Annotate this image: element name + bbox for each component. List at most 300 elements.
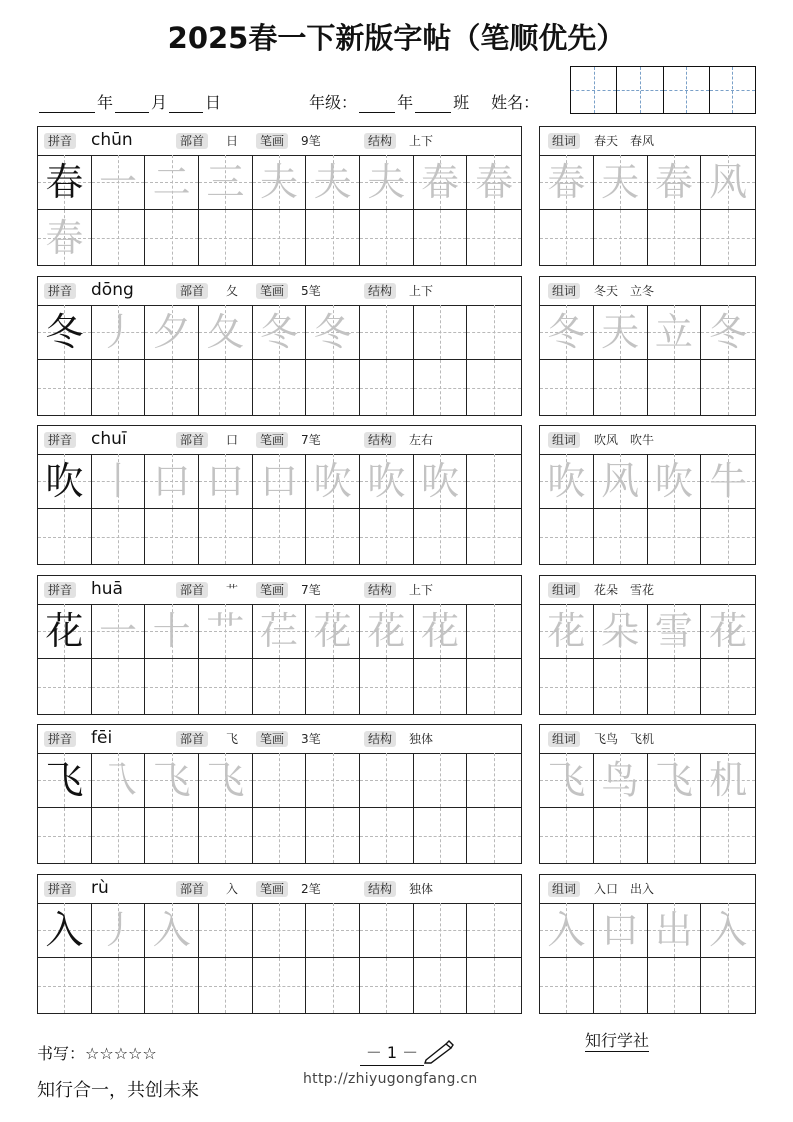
words-tag: 组词 xyxy=(548,731,580,747)
word-cell[interactable] xyxy=(648,903,702,958)
class-blank[interactable] xyxy=(415,96,451,113)
word-grid xyxy=(540,155,755,265)
practice-cell[interactable] xyxy=(199,155,253,210)
practice-cell[interactable] xyxy=(253,509,307,564)
trace-character: 花 xyxy=(420,609,459,653)
word-trace-character: 口 xyxy=(601,908,640,952)
practice-cell[interactable] xyxy=(306,509,360,564)
structure-value: 独体 xyxy=(409,882,434,896)
practice-grid xyxy=(38,155,521,265)
word-trace-character: 机 xyxy=(709,758,748,802)
practice-cell[interactable] xyxy=(92,958,146,1013)
practice-cell[interactable] xyxy=(306,305,360,360)
practice-cell[interactable] xyxy=(145,155,199,210)
word-cell[interactable] xyxy=(540,604,594,659)
practice-cell[interactable] xyxy=(467,659,521,714)
word-cell[interactable] xyxy=(701,509,755,564)
word-practice-block xyxy=(539,276,756,416)
pen-icon xyxy=(422,1040,456,1064)
word-practice-block xyxy=(539,575,756,715)
name-cell[interactable] xyxy=(664,67,710,113)
practice-cell[interactable] xyxy=(253,903,307,958)
word-trace-character: 吹 xyxy=(547,459,586,503)
word-cell[interactable] xyxy=(594,659,648,714)
trace-character: 冬 xyxy=(313,310,352,354)
practice-cell[interactable] xyxy=(467,509,521,564)
practice-cell[interactable] xyxy=(414,753,468,808)
practice-cell[interactable] xyxy=(145,753,199,808)
word-trace-character: 牛 xyxy=(709,459,748,503)
structure-value: 独体 xyxy=(409,732,434,746)
word-cell[interactable] xyxy=(594,155,648,210)
practice-cell[interactable] xyxy=(414,210,468,265)
words-tag: 组词 xyxy=(548,133,580,149)
word-trace-character: 鸟 xyxy=(601,758,640,802)
word-cell[interactable] xyxy=(648,808,702,863)
trace-character: 二 xyxy=(152,160,191,204)
trace-character: 春 xyxy=(420,160,459,204)
radical-value: 日 xyxy=(226,134,239,148)
practice-cell[interactable] xyxy=(306,604,360,659)
practice-cell[interactable] xyxy=(92,360,146,415)
word-grid xyxy=(540,903,755,1013)
practice-cell[interactable] xyxy=(199,808,253,863)
practice-cell[interactable] xyxy=(199,305,253,360)
practice-cell[interactable] xyxy=(145,659,199,714)
practice-cell[interactable] xyxy=(414,305,468,360)
structure-tag: 结构 xyxy=(364,133,396,149)
radical-value: 夂 xyxy=(226,284,239,298)
char-info-bar xyxy=(38,277,521,306)
words-tag: 组词 xyxy=(548,432,580,448)
practice-cell[interactable] xyxy=(360,808,414,863)
char-practice-block xyxy=(37,126,522,266)
practice-cell[interactable] xyxy=(467,454,521,509)
practice-grid xyxy=(38,454,521,564)
practice-cell[interactable] xyxy=(38,903,92,958)
word-cell[interactable] xyxy=(540,753,594,808)
practice-cell[interactable] xyxy=(467,808,521,863)
practice-cell[interactable] xyxy=(92,210,146,265)
day-blank[interactable] xyxy=(169,96,203,113)
word-trace-character: 花 xyxy=(709,609,748,653)
practice-grid xyxy=(38,753,521,863)
word-cell[interactable] xyxy=(648,753,702,808)
word-info-bar xyxy=(540,725,755,754)
practice-grid xyxy=(38,604,521,714)
practice-cell[interactable] xyxy=(253,155,307,210)
word-cell[interactable] xyxy=(648,604,702,659)
model-character: 冬 xyxy=(45,310,84,354)
word-cell[interactable] xyxy=(701,753,755,808)
practice-cell[interactable] xyxy=(199,360,253,415)
practice-cell[interactable] xyxy=(306,454,360,509)
practice-cell[interactable] xyxy=(414,509,468,564)
practice-cell[interactable] xyxy=(199,753,253,808)
practice-cell[interactable] xyxy=(92,155,146,210)
word-trace-character: 吹 xyxy=(654,459,693,503)
trace-character: 花 xyxy=(367,609,406,653)
practice-cell[interactable] xyxy=(38,454,92,509)
word-cell[interactable] xyxy=(701,808,755,863)
practice-cell[interactable] xyxy=(360,958,414,1013)
practice-cell[interactable] xyxy=(92,509,146,564)
practice-cell[interactable] xyxy=(306,360,360,415)
practice-cell[interactable] xyxy=(360,454,414,509)
practice-cell[interactable] xyxy=(467,155,521,210)
practice-cell[interactable] xyxy=(38,604,92,659)
strokes-value: 9笔 xyxy=(301,134,321,148)
practice-cell[interactable] xyxy=(253,604,307,659)
model-character: 花 xyxy=(45,609,84,653)
brand-name: 知行学社 xyxy=(585,1028,649,1052)
trace-character: 十 xyxy=(152,609,191,653)
word-cell[interactable] xyxy=(648,210,702,265)
practice-cell[interactable] xyxy=(306,210,360,265)
practice-cell[interactable] xyxy=(199,958,253,1013)
strokes-tag: 笔画 xyxy=(256,731,288,747)
strokes-value: 7笔 xyxy=(301,583,321,597)
practice-cell[interactable] xyxy=(467,210,521,265)
word-grid xyxy=(540,454,755,564)
practice-cell[interactable] xyxy=(145,305,199,360)
word-cell[interactable] xyxy=(594,509,648,564)
trace-character: 吹 xyxy=(367,459,406,503)
structure-value: 上下 xyxy=(409,583,434,597)
practice-cell[interactable] xyxy=(38,155,92,210)
day-label: 日 xyxy=(205,93,222,112)
word-trace-character: 风 xyxy=(709,160,748,204)
word-cell[interactable] xyxy=(648,454,702,509)
word-grid xyxy=(540,305,755,415)
strokes-tag: 笔画 xyxy=(256,283,288,299)
practice-cell[interactable] xyxy=(360,155,414,210)
trace-character: 艹 xyxy=(206,609,245,653)
practice-grid xyxy=(38,305,521,415)
practice-cell[interactable] xyxy=(38,305,92,360)
word-trace-character: 朵 xyxy=(601,609,640,653)
word-cell[interactable] xyxy=(540,808,594,863)
word-cell[interactable] xyxy=(594,454,648,509)
radical-value: 艹 xyxy=(226,583,239,597)
radical-tag: 部首 xyxy=(176,731,208,747)
model-character: 入 xyxy=(45,908,84,952)
structure-tag: 结构 xyxy=(364,283,396,299)
practice-cell[interactable] xyxy=(306,155,360,210)
practice-cell[interactable] xyxy=(360,659,414,714)
structure-value: 上下 xyxy=(409,284,434,298)
practice-cell[interactable] xyxy=(414,155,468,210)
practice-cell[interactable] xyxy=(467,958,521,1013)
strokes-value: 3笔 xyxy=(301,732,321,746)
practice-cell[interactable] xyxy=(92,808,146,863)
word-cell[interactable] xyxy=(648,509,702,564)
structure-value: 上下 xyxy=(409,134,434,148)
practice-cell[interactable] xyxy=(92,454,146,509)
practice-cell[interactable] xyxy=(253,958,307,1013)
strokes-value: 7笔 xyxy=(301,433,321,447)
name-grid[interactable] xyxy=(570,66,756,114)
grade-label: 年级： xyxy=(309,93,358,112)
word-cell[interactable] xyxy=(701,454,755,509)
header-line xyxy=(37,90,539,113)
word-cell[interactable] xyxy=(701,604,755,659)
practice-cell[interactable] xyxy=(253,753,307,808)
practice-cell[interactable] xyxy=(414,454,468,509)
year-label: 年 xyxy=(97,93,114,112)
word-cell[interactable] xyxy=(540,659,594,714)
trace-character: 夂 xyxy=(206,310,245,354)
word-trace-character: 入 xyxy=(547,908,586,952)
structure-tag: 结构 xyxy=(364,731,396,747)
practice-cell[interactable] xyxy=(38,360,92,415)
words-tag: 组词 xyxy=(548,881,580,897)
practice-cell[interactable] xyxy=(253,360,307,415)
strokes-value: 2笔 xyxy=(301,882,321,896)
practice-cell[interactable] xyxy=(145,958,199,1013)
word-cell[interactable] xyxy=(648,659,702,714)
name-label: 姓名： xyxy=(491,93,540,112)
practice-cell[interactable] xyxy=(360,210,414,265)
practice-cell[interactable] xyxy=(306,808,360,863)
page-title: 2025春一下新版字帖（笔顺优先） xyxy=(167,21,626,55)
word-cell[interactable] xyxy=(594,753,648,808)
trace-character: 飞 xyxy=(206,758,245,802)
char-practice-block xyxy=(37,874,522,1014)
char-practice-block xyxy=(37,575,522,715)
trace-character: 三 xyxy=(206,160,245,204)
structure-value: 左右 xyxy=(409,433,434,447)
trace-character: 丿 xyxy=(98,310,137,354)
radical-tag: 部首 xyxy=(176,881,208,897)
word-trace-character: 春 xyxy=(654,160,693,204)
practice-cell[interactable] xyxy=(199,210,253,265)
practice-cell[interactable] xyxy=(360,305,414,360)
word-cell[interactable] xyxy=(594,360,648,415)
practice-cell[interactable] xyxy=(253,210,307,265)
char-practice-block xyxy=(37,425,522,565)
word-cell[interactable] xyxy=(594,808,648,863)
practice-cell[interactable] xyxy=(145,808,199,863)
month-blank[interactable] xyxy=(115,96,149,113)
words-tag: 组词 xyxy=(548,582,580,598)
pinyin-value: chuī xyxy=(91,429,127,449)
practice-cell[interactable] xyxy=(145,360,199,415)
practice-cell[interactable] xyxy=(467,360,521,415)
practice-cell[interactable] xyxy=(199,454,253,509)
trace-character: 入 xyxy=(152,908,191,952)
word-cell[interactable] xyxy=(594,604,648,659)
trace-character: 夫 xyxy=(313,160,352,204)
practice-cell[interactable] xyxy=(306,753,360,808)
name-cell[interactable] xyxy=(710,67,755,113)
word-trace-character: 出 xyxy=(654,908,693,952)
practice-cell[interactable] xyxy=(360,604,414,659)
word-trace-character: 冬 xyxy=(709,310,748,354)
practice-cell[interactable] xyxy=(92,305,146,360)
practice-cell[interactable] xyxy=(306,903,360,958)
word-practice-block xyxy=(539,425,756,565)
pinyin-tag: 拼音 xyxy=(44,731,76,747)
word-trace-character: 飞 xyxy=(654,758,693,802)
year-blank[interactable] xyxy=(39,96,95,113)
word-trace-character: 雪 xyxy=(654,609,693,653)
model-character: 飞 xyxy=(45,758,84,802)
word-cell[interactable] xyxy=(540,360,594,415)
word-cell[interactable] xyxy=(701,958,755,1013)
practice-grid xyxy=(38,903,521,1013)
word-cell[interactable] xyxy=(540,305,594,360)
practice-cell[interactable] xyxy=(92,903,146,958)
word-cell[interactable] xyxy=(540,903,594,958)
word-cell[interactable] xyxy=(701,155,755,210)
pinyin-tag: 拼音 xyxy=(44,133,76,149)
practice-cell[interactable] xyxy=(92,659,146,714)
word-cell[interactable] xyxy=(594,210,648,265)
practice-cell[interactable] xyxy=(145,210,199,265)
word-cell[interactable] xyxy=(540,509,594,564)
practice-cell[interactable] xyxy=(414,958,468,1013)
practice-cell[interactable] xyxy=(38,210,92,265)
radical-tag: 部首 xyxy=(176,133,208,149)
practice-cell[interactable] xyxy=(253,808,307,863)
practice-cell[interactable] xyxy=(253,305,307,360)
word-cell[interactable] xyxy=(701,659,755,714)
practice-cell[interactable] xyxy=(414,659,468,714)
word-cell[interactable] xyxy=(701,360,755,415)
practice-cell[interactable] xyxy=(414,604,468,659)
name-cell[interactable] xyxy=(617,67,663,113)
practice-cell[interactable] xyxy=(360,753,414,808)
word-cell[interactable] xyxy=(648,360,702,415)
trace-character: 春 xyxy=(45,215,84,260)
practice-cell[interactable] xyxy=(306,958,360,1013)
name-cell[interactable] xyxy=(571,67,617,113)
word-cell[interactable] xyxy=(648,305,702,360)
word-trace-character: 春 xyxy=(547,160,586,204)
word-info-bar xyxy=(540,875,755,904)
words-value: 春天 春风 xyxy=(594,134,655,148)
practice-cell[interactable] xyxy=(38,808,92,863)
structure-tag: 结构 xyxy=(364,881,396,897)
practice-cell[interactable] xyxy=(199,903,253,958)
practice-cell[interactable] xyxy=(38,958,92,1013)
word-cell[interactable] xyxy=(540,454,594,509)
word-cell[interactable] xyxy=(594,958,648,1013)
practice-cell[interactable] xyxy=(92,753,146,808)
practice-cell[interactable] xyxy=(145,903,199,958)
motto: 知行合一，共创未来 xyxy=(37,1080,199,1101)
practice-cell[interactable] xyxy=(92,604,146,659)
word-trace-character: 花 xyxy=(547,609,586,653)
radical-tag: 部首 xyxy=(176,283,208,299)
word-trace-character: 立 xyxy=(654,310,693,354)
char-info-bar xyxy=(38,875,521,904)
structure-tag: 结构 xyxy=(364,582,396,598)
grade-year-blank[interactable] xyxy=(359,96,395,113)
practice-cell[interactable] xyxy=(360,360,414,415)
strokes-tag: 笔画 xyxy=(256,133,288,149)
pinyin-value: fēi xyxy=(91,728,113,748)
word-practice-block xyxy=(539,724,756,864)
word-cell[interactable] xyxy=(648,958,702,1013)
word-cell[interactable] xyxy=(540,958,594,1013)
practice-cell[interactable] xyxy=(306,659,360,714)
practice-cell[interactable] xyxy=(360,509,414,564)
page-number: － 1 － xyxy=(360,1040,424,1066)
word-trace-character: 天 xyxy=(601,160,640,204)
word-trace-character: 天 xyxy=(601,310,640,354)
word-cell[interactable] xyxy=(594,903,648,958)
word-cell[interactable] xyxy=(594,305,648,360)
pinyin-tag: 拼音 xyxy=(44,582,76,598)
practice-cell[interactable] xyxy=(199,604,253,659)
word-cell[interactable] xyxy=(701,305,755,360)
practice-cell[interactable] xyxy=(199,509,253,564)
practice-cell[interactable] xyxy=(467,604,521,659)
radical-value: 入 xyxy=(226,882,239,896)
practice-cell[interactable] xyxy=(145,509,199,564)
trace-character: 吹 xyxy=(420,459,459,503)
word-cell[interactable] xyxy=(648,155,702,210)
practice-cell[interactable] xyxy=(414,808,468,863)
trace-character: 丿 xyxy=(98,908,137,952)
practice-cell[interactable] xyxy=(145,454,199,509)
practice-cell[interactable] xyxy=(414,903,468,958)
radical-tag: 部首 xyxy=(176,582,208,598)
trace-character: 冬 xyxy=(259,310,298,354)
words-value: 冬天 立冬 xyxy=(594,284,655,298)
practice-cell[interactable] xyxy=(38,753,92,808)
word-trace-character: 风 xyxy=(601,459,640,503)
practice-cell[interactable] xyxy=(253,659,307,714)
practice-cell[interactable] xyxy=(253,454,307,509)
practice-cell[interactable] xyxy=(467,305,521,360)
structure-tag: 结构 xyxy=(364,432,396,448)
trace-character: 夫 xyxy=(259,160,298,204)
pinyin-tag: 拼音 xyxy=(44,881,76,897)
word-trace-character: 入 xyxy=(709,908,748,952)
strokes-value: 5笔 xyxy=(301,284,321,298)
strokes-tag: 笔画 xyxy=(256,432,288,448)
practice-cell[interactable] xyxy=(414,360,468,415)
word-cell[interactable] xyxy=(540,155,594,210)
practice-cell[interactable] xyxy=(38,659,92,714)
word-cell[interactable] xyxy=(701,210,755,265)
practice-cell[interactable] xyxy=(38,509,92,564)
trace-character: 夫 xyxy=(367,160,406,204)
word-cell[interactable] xyxy=(701,903,755,958)
trace-character: 飞 xyxy=(152,758,191,802)
trace-character: 口 xyxy=(206,459,245,503)
practice-cell[interactable] xyxy=(360,903,414,958)
pinyin-value: huā xyxy=(91,579,123,599)
word-cell[interactable] xyxy=(540,210,594,265)
practice-cell[interactable] xyxy=(199,659,253,714)
char-info-bar xyxy=(38,725,521,754)
trace-character: 口 xyxy=(259,459,298,503)
char-info-bar xyxy=(38,576,521,605)
radical-value: 口 xyxy=(226,433,239,447)
word-info-bar xyxy=(540,277,755,306)
char-practice-block xyxy=(37,276,522,416)
practice-cell[interactable] xyxy=(467,903,521,958)
practice-cell[interactable] xyxy=(145,604,199,659)
practice-cell[interactable] xyxy=(467,753,521,808)
char-practice-block xyxy=(37,724,522,864)
word-info-bar xyxy=(540,576,755,605)
trace-character: 一 xyxy=(98,160,137,204)
